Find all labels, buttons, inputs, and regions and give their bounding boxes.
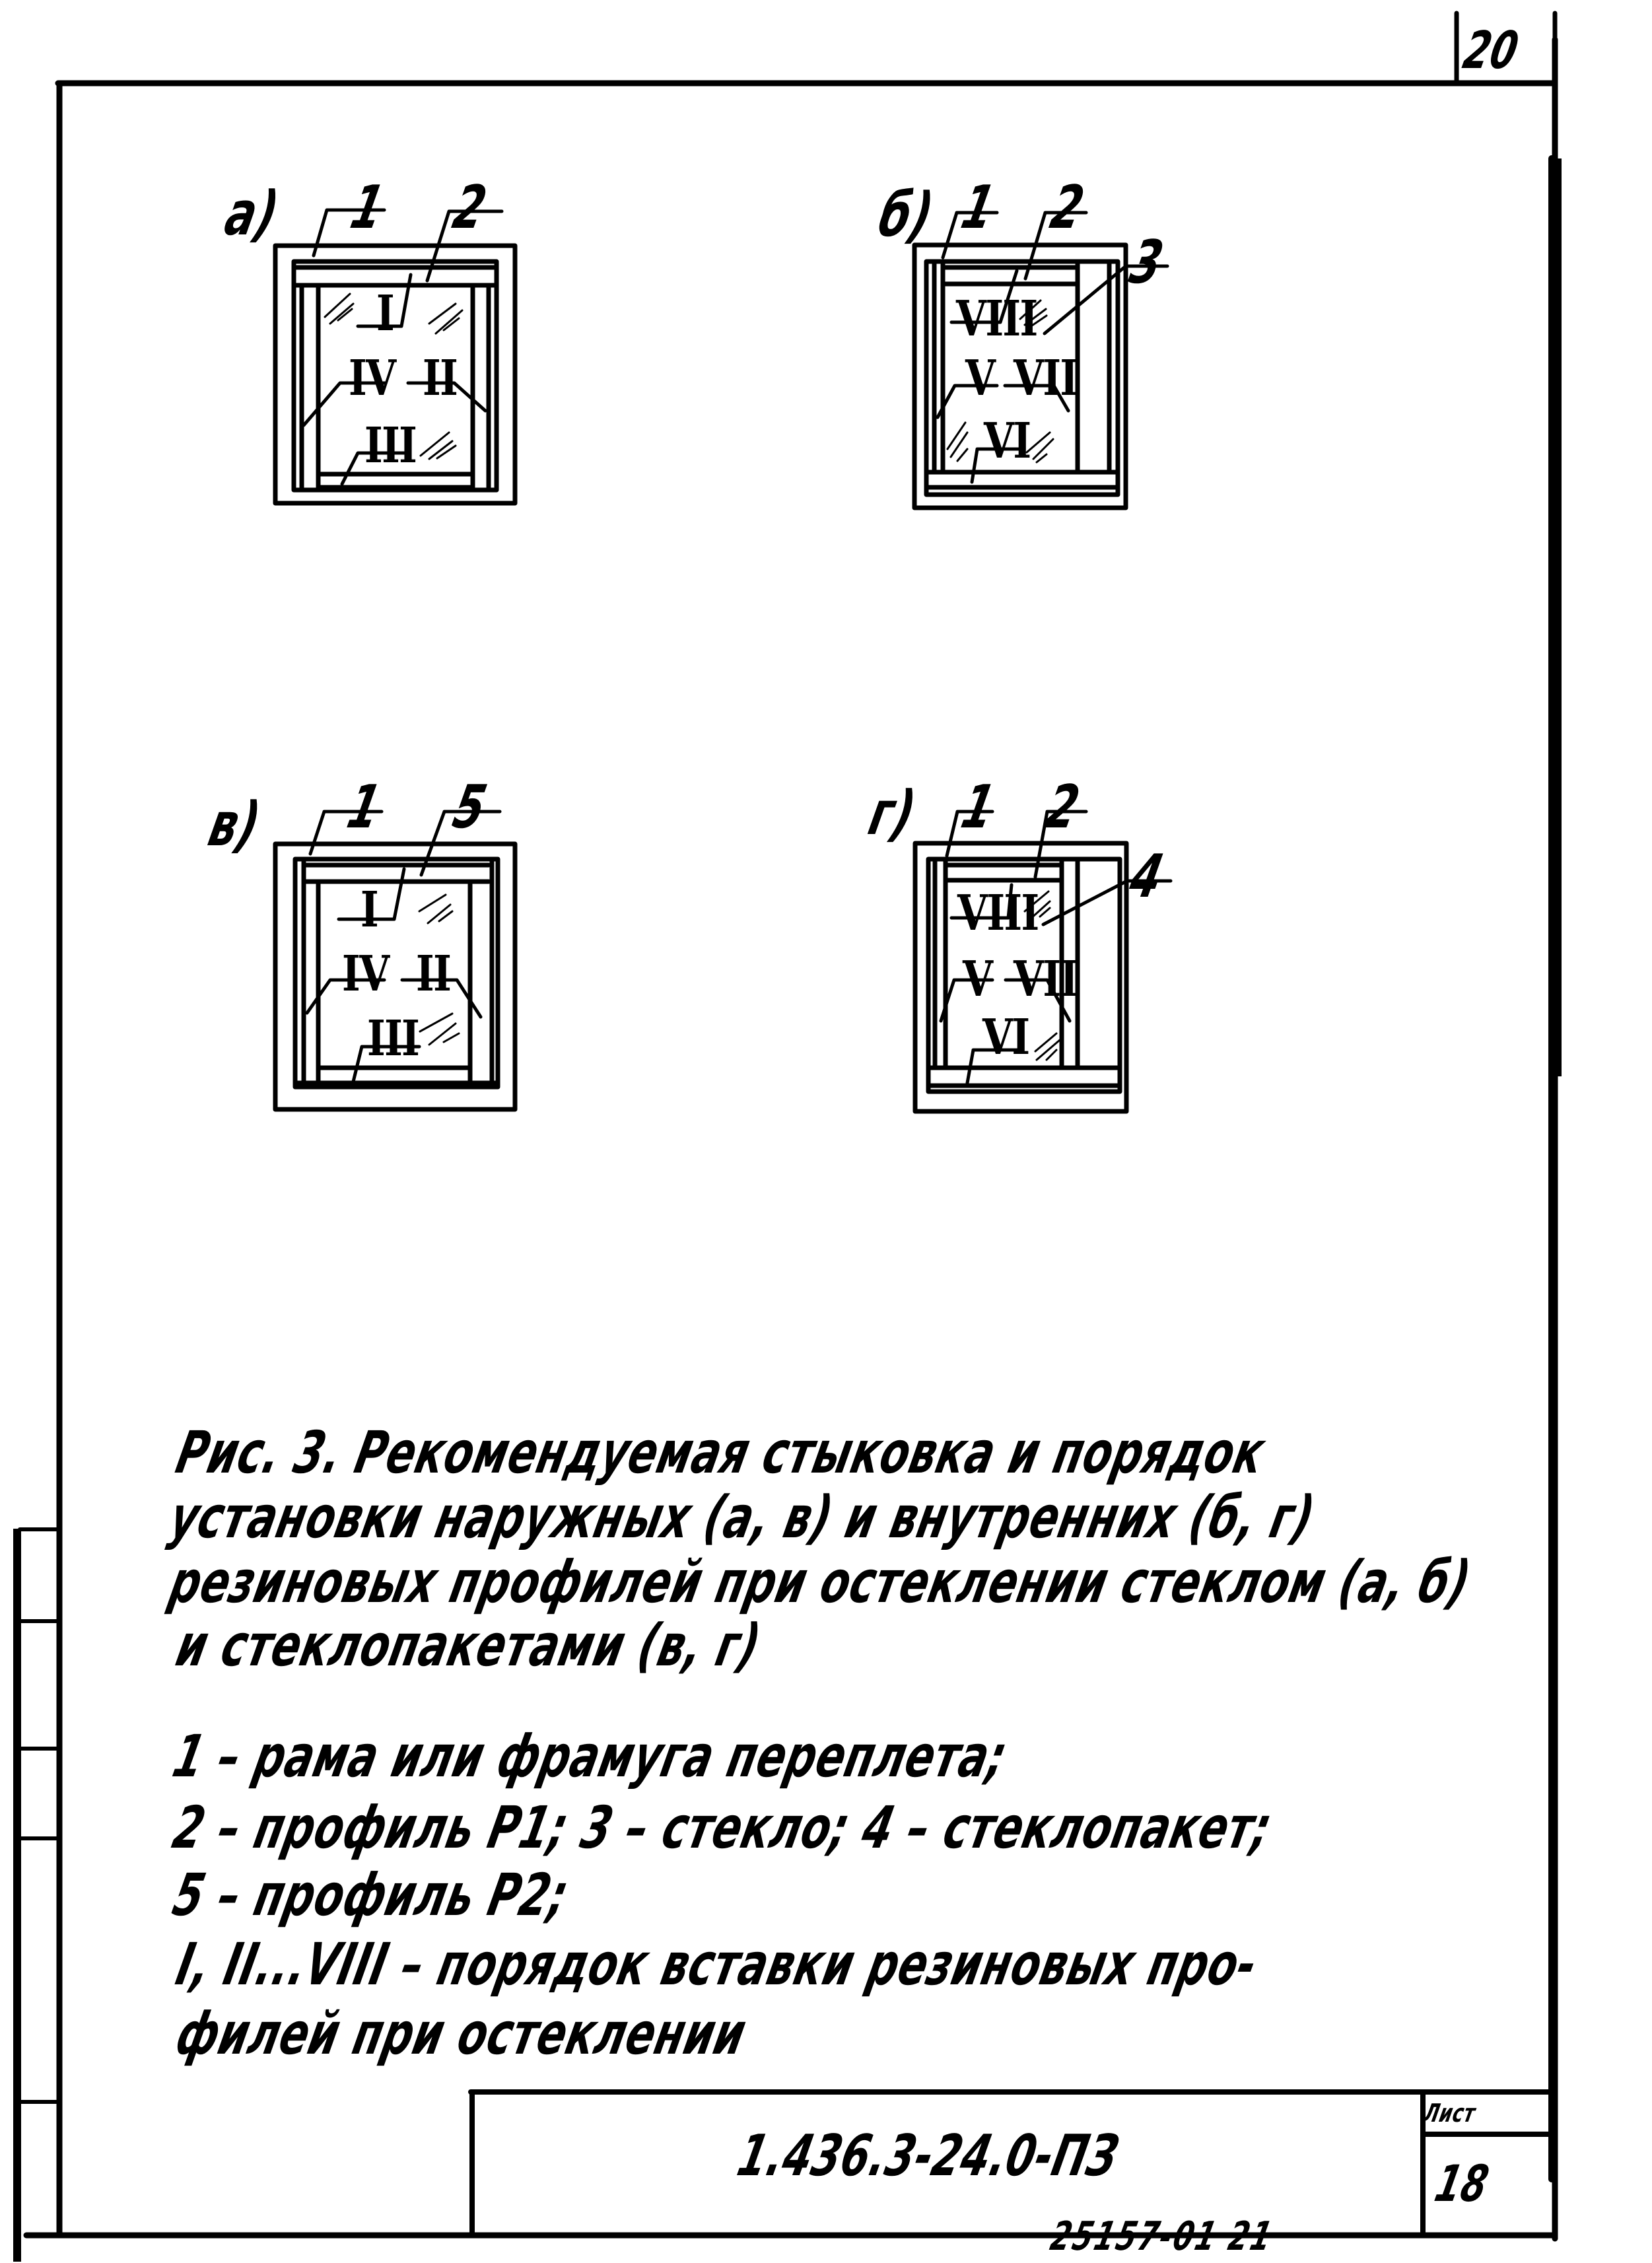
roman-order-label: II bbox=[416, 946, 451, 1002]
roman-order-label: V bbox=[963, 951, 992, 1008]
callout-number: 1 bbox=[341, 773, 387, 842]
callout-number: 3 bbox=[1124, 228, 1169, 297]
roman-order-label: VIII bbox=[957, 885, 1039, 942]
legend-line: 5 – профиль Р2; bbox=[167, 1861, 575, 1929]
callout-number: 2 bbox=[447, 173, 493, 242]
document-code: 1.436.3-24.0-ПЗ bbox=[732, 2123, 1125, 2189]
callout-number: 1 bbox=[345, 173, 390, 242]
legend-line: 2 – профиль Р1; 3 – стекло; 4 – стеклопакет; bbox=[167, 1793, 1278, 1862]
sheet-label: Лист bbox=[1421, 2099, 1478, 2128]
callout-number: 1 bbox=[955, 173, 1001, 242]
figure-letter: б) bbox=[873, 180, 940, 250]
caption-line: и стеклопакетами (в, г) bbox=[170, 1611, 767, 1679]
caption-line: установки наружных (а, в) и внутренних (б, г) bbox=[164, 1483, 1321, 1551]
roman-order-label: I bbox=[376, 285, 394, 342]
archive-number: 25157-01 21 bbox=[1047, 2213, 1278, 2260]
callout-number: 4 bbox=[1124, 842, 1169, 911]
caption-line: Рис. 3. Рекомендуемая стыковка и порядок bbox=[170, 1418, 1271, 1486]
callout-number: 2 bbox=[1040, 773, 1085, 842]
caption-line: резиновых профилей при остеклении стеклом (а, б) bbox=[164, 1548, 1477, 1616]
callout-number: 5 bbox=[447, 773, 493, 842]
figure-letter: а) bbox=[219, 178, 285, 249]
callout-number: 2 bbox=[1045, 173, 1090, 242]
roman-order-label: V bbox=[965, 350, 995, 407]
roman-order-label: VII bbox=[1014, 350, 1078, 407]
legend-line: 1 – рама или фрамуга переплета; bbox=[167, 1722, 1014, 1790]
figure-letter: г) bbox=[863, 778, 922, 849]
binding-strip bbox=[13, 1529, 58, 2262]
legend-line: I, II...VIII – порядок вставки резиновых про- bbox=[170, 1930, 1264, 1998]
roman-order-label: VI bbox=[982, 1009, 1029, 1066]
roman-order-label: IV bbox=[349, 350, 396, 407]
legend-line: филей при остеклении bbox=[170, 2000, 753, 2068]
top-page-number: 20 bbox=[1458, 21, 1524, 81]
roman-order-label: III bbox=[367, 1010, 419, 1067]
roman-order-label: III bbox=[364, 417, 417, 474]
figure-letter: в) bbox=[203, 789, 267, 860]
roman-order-label: VII bbox=[1014, 951, 1078, 1008]
roman-order-label: IV bbox=[342, 946, 389, 1002]
roman-order-label: I bbox=[361, 882, 378, 938]
sheet-number: 18 bbox=[1430, 2154, 1494, 2213]
roman-order-label: II bbox=[423, 350, 458, 407]
roman-order-label: VI bbox=[984, 413, 1031, 470]
callout-number: 1 bbox=[955, 773, 1001, 842]
roman-order-label: VIII bbox=[956, 291, 1037, 347]
